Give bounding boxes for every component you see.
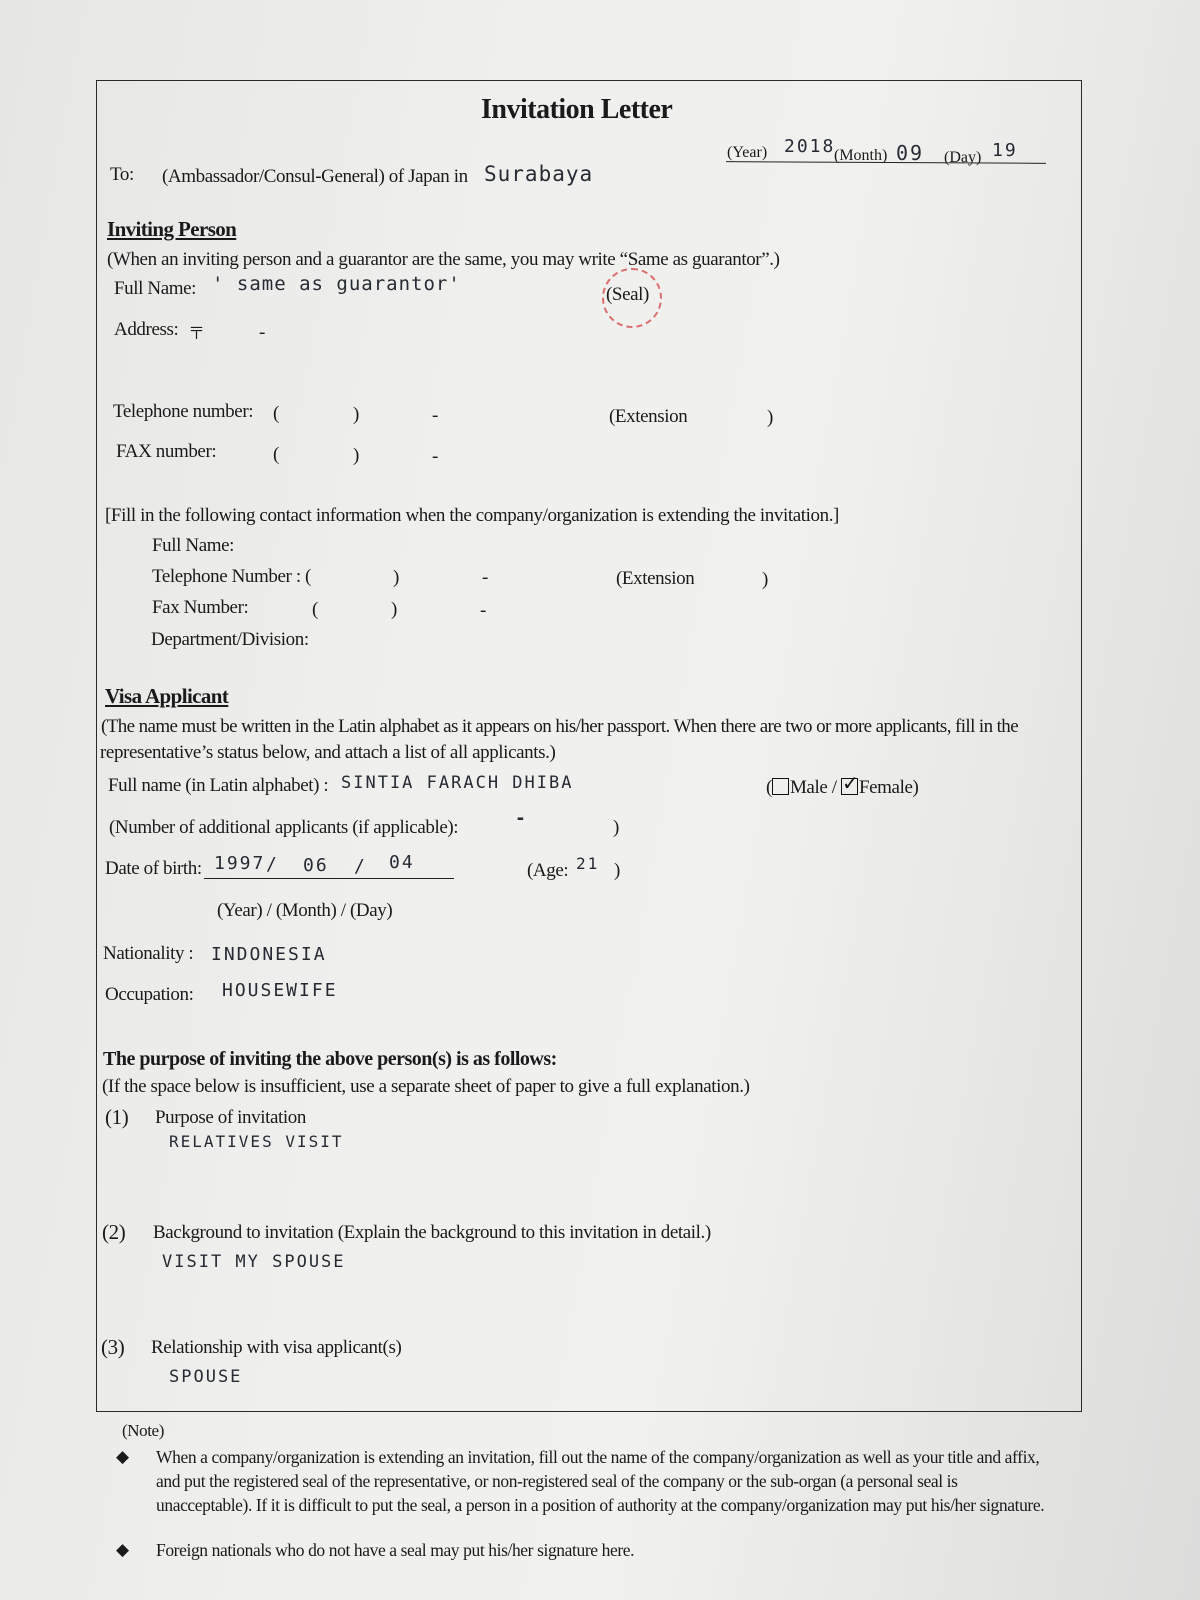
occupation-label: Occupation: xyxy=(105,984,194,1005)
female-label: Female) xyxy=(858,777,919,798)
company-fax-open-paren: ( xyxy=(312,599,318,620)
nationality-value: INDONESIA xyxy=(211,944,327,965)
company-telephone-close-paren: ) xyxy=(393,567,399,588)
dob-label: Date of birth: xyxy=(105,858,202,879)
visa-applicant-note-line1: (The name must be written in the Latin alphabet as it appears on his/her passport. When there are two or more applicants, fill in the xyxy=(101,716,1019,737)
postal-mark: 〒 xyxy=(188,324,205,344)
year-label: (Year) xyxy=(727,144,768,161)
purpose-item-1-num: (1) xyxy=(105,1105,129,1129)
purpose-heading: The purpose of inviting the above person(s) is as follows: xyxy=(103,1048,557,1070)
year-value: 2018 xyxy=(784,136,836,157)
age-label: (Age: xyxy=(527,860,569,881)
dob-day: 04 xyxy=(389,852,415,873)
telephone-open-paren: ( xyxy=(273,403,279,424)
purpose-item-2-num: (2) xyxy=(102,1220,126,1244)
inviting-person-heading: Inviting Person xyxy=(107,217,237,241)
inviting-full-name-value: ' same as guarantor' xyxy=(212,273,461,295)
company-telephone-label: Telephone Number : ( xyxy=(152,566,311,587)
dob-sep-1: / xyxy=(266,854,279,875)
dob-format: (Year) / (Month) / (Day) xyxy=(217,900,393,921)
telephone-dash: - xyxy=(432,405,438,426)
visa-applicant-heading: Visa Applicant xyxy=(105,684,229,708)
company-department-label: Department/Division: xyxy=(151,629,309,650)
nationality-label: Nationality : xyxy=(103,943,194,964)
purpose-item-3-num: (3) xyxy=(101,1335,125,1359)
occupation-value: HOUSEWIFE xyxy=(222,980,338,1001)
male-label: Male / xyxy=(789,777,837,798)
notes-heading: (Note) xyxy=(122,1421,164,1440)
purpose-item-2-value: VISIT MY SPOUSE xyxy=(162,1252,346,1272)
month-value: 09 xyxy=(896,141,925,165)
fax-close-paren: ) xyxy=(353,445,359,466)
to-label: To: xyxy=(110,164,134,185)
gender-open-paren: ( xyxy=(766,777,772,798)
applicant-full-name-value: SINTIA FARACH DHIBA xyxy=(341,773,574,793)
dob-underline xyxy=(204,878,454,879)
male-checkbox[interactable] xyxy=(772,778,789,795)
purpose-item-3-label: Relationship with visa applicant(s) xyxy=(151,1337,402,1358)
company-telephone-dash: - xyxy=(482,567,488,588)
extension-close-paren: ) xyxy=(767,407,773,428)
purpose-item-1-label: Purpose of invitation xyxy=(155,1107,306,1128)
to-text: (Ambassador/Consul-General) of Japan in xyxy=(162,166,468,187)
address-dash: - xyxy=(259,322,265,343)
address-label: Address: xyxy=(114,319,179,340)
dob-year: 1997 xyxy=(214,853,266,874)
note-bullet-1: ◆ xyxy=(116,1447,130,1467)
female-check-mark: ✓ xyxy=(841,771,859,795)
female-checkbox[interactable] xyxy=(841,771,859,795)
company-fax-label: Fax Number: xyxy=(152,597,249,618)
extension-label: (Extension xyxy=(609,406,688,427)
gender-group xyxy=(766,771,919,799)
dob-sep-2: / xyxy=(354,856,367,877)
company-full-name-label: Full Name: xyxy=(152,535,235,556)
inviting-person-note: (When an inviting person and a guarantor are the same, you may write “Same as guarantor”.) xyxy=(107,249,780,270)
fax-label: FAX number: xyxy=(116,441,217,462)
day-label: (Day) xyxy=(944,149,982,166)
note-item-1: When a company/organization is extending an invitation, fill out the name of the company/organization as well as your title and affix, and put the registered seal of the representative, or non-registered seal of the company or the sub-organ (a personal seal is unacceptable). If it is difficult to put the seal, a person in a position of authority at the company/organization may put his/her signature. xyxy=(156,1447,1045,1515)
purpose-item-2-label: Background to invitation (Explain the background to this invitation in detail.) xyxy=(153,1222,711,1243)
note-item-2: Foreign nationals who do not have a seal may put his/her signature here. xyxy=(156,1540,635,1560)
company-contact-heading: [Fill in the following contact information when the company/organization is extending the invitation.] xyxy=(105,505,839,526)
telephone-close-paren: ) xyxy=(353,404,359,425)
additional-applicants-value: - xyxy=(515,808,528,829)
fax-open-paren: ( xyxy=(273,444,279,465)
purpose-item-1-value: RELATIVES VISIT xyxy=(169,1132,344,1151)
company-extension-label: (Extension xyxy=(616,568,695,589)
fax-dash: - xyxy=(432,446,438,467)
note-bullet-2: ◆ xyxy=(116,1540,130,1560)
age-value: 21 xyxy=(576,854,600,873)
applicant-full-name-label: Full name (in Latin alphabet) : xyxy=(108,775,329,796)
day-value: 19 xyxy=(992,140,1018,161)
inviting-full-name-label: Full Name: xyxy=(114,278,197,299)
age-close: ) xyxy=(614,860,620,881)
additional-applicants-close: ) xyxy=(613,817,619,838)
purpose-item-3-value: SPOUSE xyxy=(169,1367,243,1387)
company-fax-close-paren: ) xyxy=(391,599,397,620)
month-label: (Month) xyxy=(834,147,888,164)
telephone-label: Telephone number: xyxy=(113,401,254,422)
additional-applicants-label: (Number of additional applicants (if applicable): xyxy=(109,817,459,838)
to-city: Surabaya xyxy=(484,162,594,186)
company-extension-close-paren: ) xyxy=(762,569,768,590)
company-fax-dash: - xyxy=(480,600,486,621)
seal-label: (Seal) xyxy=(606,284,649,305)
page-title: Invitation Letter xyxy=(481,94,673,125)
dob-month: 06 xyxy=(303,855,329,876)
visa-applicant-note-line2: representative’s status below, and attach a list of all applicants.) xyxy=(100,742,556,763)
purpose-note: (If the space below is insufficient, use a separate sheet of paper to give a full explanation.) xyxy=(102,1076,750,1097)
